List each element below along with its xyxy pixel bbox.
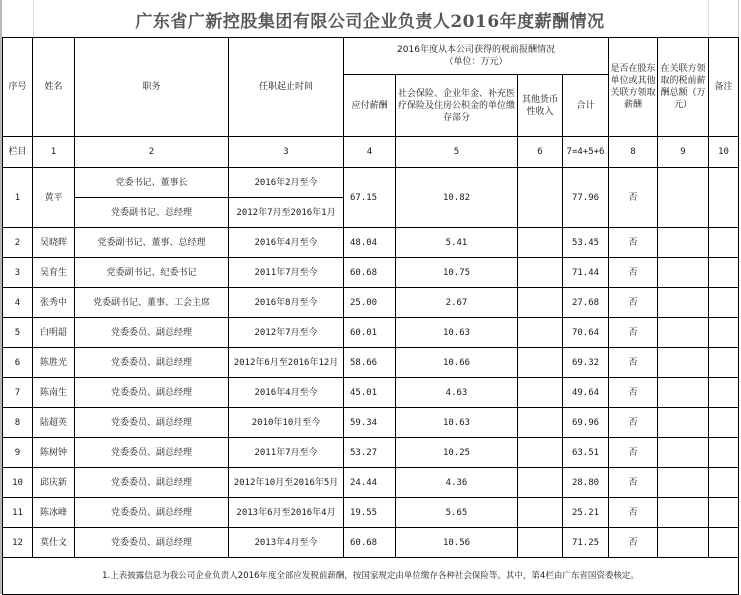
cell-social: 10.25 (396, 438, 518, 468)
cell-social: 10.75 (396, 258, 518, 288)
page-title: 广东省广新控股集团有限公司企业负责人2016年度薪酬情况 (135, 12, 605, 32)
cell-name: 邱庆新 (33, 468, 75, 498)
table-row (3, 168, 739, 198)
cell-seq: 8 (3, 408, 33, 438)
cell-name: 陈树钟 (33, 438, 75, 468)
cell-social: 5.65 (396, 498, 518, 528)
cell-payable: 60.68 (344, 258, 396, 288)
cell-related (658, 228, 709, 258)
cell-other (518, 288, 563, 318)
column-index: 5 (396, 137, 518, 168)
column-index: 7=4+5+6 (563, 137, 609, 168)
cell-shareholder: 否 (609, 408, 658, 438)
cell-position: 党委委员、副总经理 (75, 318, 229, 348)
title-area (2, 0, 738, 37)
cell-remark (709, 288, 739, 318)
cell-related (658, 378, 709, 408)
cell-name: 陈胜光 (33, 348, 75, 378)
cell-related (658, 318, 709, 348)
cell-other (518, 168, 563, 228)
cell-position: 党委书记、董事长 (75, 168, 229, 198)
cell-name: 吴晓晖 (33, 228, 75, 258)
header-group-line1: 2016年度从本公司获得的税前报酬情况 (397, 45, 555, 55)
column-index: 3 (229, 137, 344, 168)
header-other: 其他货币性收入 (518, 75, 563, 137)
table-row (3, 498, 739, 528)
cell-tenure: 2010年10月至今 (229, 408, 344, 438)
table-row (3, 378, 739, 408)
cell-other (518, 438, 563, 468)
cell-total: 77.96 (563, 168, 609, 228)
cell-social: 10.63 (396, 318, 518, 348)
cell-remark (709, 318, 739, 348)
cell-name: 陈南生 (33, 378, 75, 408)
cell-other (518, 528, 563, 558)
table-row (3, 468, 739, 498)
cell-total: 69.32 (563, 348, 609, 378)
cell-payable: 59.34 (344, 408, 396, 438)
cell-other (518, 498, 563, 528)
cell-position: 党委副书记、董事、总经理 (75, 228, 229, 258)
header-shareholder: 是否在股东单位或其他关联方领取薪酬 (609, 38, 658, 137)
column-index: 2 (75, 137, 229, 168)
cell-shareholder: 否 (609, 258, 658, 288)
cell-shareholder: 否 (609, 438, 658, 468)
cell-related (658, 348, 709, 378)
cell-payable: 45.01 (344, 378, 396, 408)
cell-related (658, 408, 709, 438)
cell-name: 陆超英 (33, 408, 75, 438)
cell-tenure: 2011年7月至今 (229, 438, 344, 468)
cell-seq: 5 (3, 318, 33, 348)
cell-seq: 2 (3, 228, 33, 258)
header-payable: 应付薪酬 (344, 75, 396, 137)
cell-payable: 67.15 (344, 168, 396, 228)
cell-related (658, 438, 709, 468)
cell-shareholder: 否 (609, 528, 658, 558)
cell-total: 28.80 (563, 468, 609, 498)
cell-payable: 60.68 (344, 528, 396, 558)
cell-other (518, 408, 563, 438)
cell-position: 党委委员、副总经理 (75, 408, 229, 438)
cell-name: 黄平 (33, 168, 75, 228)
cell-related (658, 168, 709, 228)
table-row (3, 228, 739, 258)
table-row (3, 258, 739, 288)
cell-tenure: 2016年8月至今 (229, 288, 344, 318)
cell-payable: 53.27 (344, 438, 396, 468)
cell-remark (709, 258, 739, 288)
cell-total: 27.68 (563, 288, 609, 318)
cell-social: 10.56 (396, 528, 518, 558)
cell-shareholder: 否 (609, 318, 658, 348)
header-tenure: 任职起止时间 (229, 38, 344, 137)
cell-related (658, 288, 709, 318)
header-related: 在关联方领取的税前薪酬总额（万元） (658, 38, 709, 137)
cell-tenure: 2013年4月至今 (229, 528, 344, 558)
cell-shareholder: 否 (609, 168, 658, 228)
cell-name: 陈冰峰 (33, 498, 75, 528)
cell-shareholder: 否 (609, 378, 658, 408)
cell-name: 吴育生 (33, 258, 75, 288)
cell-payable: 60.01 (344, 318, 396, 348)
cell-position: 党委副书记、纪委书记 (75, 258, 229, 288)
cell-related (658, 468, 709, 498)
cell-shareholder: 否 (609, 228, 658, 258)
cell-other (518, 228, 563, 258)
footnote-row (3, 558, 739, 595)
cell-related (658, 498, 709, 528)
table-row (3, 528, 739, 558)
cell-remark (709, 228, 739, 258)
header-total: 合计 (563, 75, 609, 137)
cell-total: 53.45 (563, 228, 609, 258)
column-index: 6 (518, 137, 563, 168)
cell-tenure: 2013年6月至2016年4月 (229, 498, 344, 528)
cell-tenure: 2012年7月至2016年1月 (229, 198, 344, 228)
cell-position: 党委委员、副总经理 (75, 348, 229, 378)
column-index: 10 (709, 137, 739, 168)
cell-payable: 25.00 (344, 288, 396, 318)
cell-social: 4.63 (396, 378, 518, 408)
table-row (3, 318, 739, 348)
column-index: 9 (658, 137, 709, 168)
cell-total: 49.64 (563, 378, 609, 408)
cell-position: 党委副书记、总经理 (75, 198, 229, 228)
header-seq: 序号 (3, 38, 33, 137)
cell-related (658, 528, 709, 558)
cell-payable: 19.55 (344, 498, 396, 528)
cell-social: 10.66 (396, 348, 518, 378)
cell-social: 4.36 (396, 468, 518, 498)
cell-total: 63.51 (563, 438, 609, 468)
header-group-line2: （单位：万元） (444, 57, 508, 67)
cell-seq: 10 (3, 468, 33, 498)
cell-social: 10.82 (396, 168, 518, 228)
cell-tenure: 2016年2月至今 (229, 168, 344, 198)
header-name: 姓名 (33, 38, 75, 137)
table-row (3, 288, 739, 318)
cell-social: 5.41 (396, 228, 518, 258)
cell-total: 25.21 (563, 498, 609, 528)
column-index-label: 栏目 (3, 137, 33, 168)
cell-name: 莫仕文 (33, 528, 75, 558)
table-row (3, 348, 739, 378)
cell-seq: 3 (3, 258, 33, 288)
cell-payable: 58.66 (344, 348, 396, 378)
cell-social: 2.67 (396, 288, 518, 318)
header-position: 职务 (75, 38, 229, 137)
table-row (3, 408, 739, 438)
column-index: 1 (33, 137, 75, 168)
salary-table (2, 37, 739, 595)
cell-name: 白明韶 (33, 318, 75, 348)
cell-other (518, 258, 563, 288)
cell-seq: 1 (3, 168, 33, 228)
cell-shareholder: 否 (609, 498, 658, 528)
cell-shareholder: 否 (609, 348, 658, 378)
cell-position: 党委委员、副总经理 (75, 378, 229, 408)
cell-other (518, 318, 563, 348)
cell-related (658, 258, 709, 288)
cell-total: 70.64 (563, 318, 609, 348)
cell-other (518, 348, 563, 378)
cell-seq: 7 (3, 378, 33, 408)
cell-tenure: 2016年4月至今 (229, 378, 344, 408)
column-index: 4 (344, 137, 396, 168)
cell-seq: 11 (3, 498, 33, 528)
cell-total: 71.25 (563, 528, 609, 558)
cell-payable: 24.44 (344, 468, 396, 498)
column-index-row (3, 137, 739, 168)
cell-payable: 48.04 (344, 228, 396, 258)
cell-position: 党委委员、副总经理 (75, 468, 229, 498)
cell-position: 党委副书记、董事、工会主席 (75, 288, 229, 318)
cell-remark (709, 378, 739, 408)
header-row-1 (3, 38, 739, 75)
cell-remark (709, 168, 739, 228)
cell-remark (709, 438, 739, 468)
cell-position: 党委委员、副总经理 (75, 498, 229, 528)
cell-remark (709, 528, 739, 558)
cell-tenure: 2016年4月至今 (229, 228, 344, 258)
cell-seq: 9 (3, 438, 33, 468)
cell-remark (709, 468, 739, 498)
footnote: 1.上表披露信息为我公司企业负责人2016年度全部应发税前薪酬，按国家规定由单位缴存各种社会保险等。其中，第4栏由广东省国资委核定。 (3, 558, 739, 595)
cell-social: 10.63 (396, 408, 518, 438)
cell-shareholder: 否 (609, 288, 658, 318)
cell-name: 张秀中 (33, 288, 75, 318)
table-row (3, 438, 739, 468)
column-index: 8 (609, 137, 658, 168)
cell-other (518, 378, 563, 408)
cell-remark (709, 408, 739, 438)
cell-position: 党委委员、副总经理 (75, 438, 229, 468)
cell-seq: 12 (3, 528, 33, 558)
cell-total: 71.44 (563, 258, 609, 288)
cell-other (518, 468, 563, 498)
cell-remark (709, 498, 739, 528)
header-social: 社会保险、企业年金、补充医疗保险及住房公积金的单位缴存部分 (396, 75, 518, 137)
header-remark: 备注 (709, 38, 739, 137)
cell-total: 69.96 (563, 408, 609, 438)
cell-remark (709, 348, 739, 378)
cell-tenure: 2011年7月至今 (229, 258, 344, 288)
cell-position: 党委委员、副总经理 (75, 528, 229, 558)
header-group (344, 38, 609, 75)
cell-tenure: 2012年10月至2016年5月 (229, 468, 344, 498)
cell-tenure: 2012年7月至今 (229, 318, 344, 348)
cell-seq: 6 (3, 348, 33, 378)
cell-shareholder: 否 (609, 468, 658, 498)
cell-tenure: 2012年6月至2016年12月 (229, 348, 344, 378)
cell-seq: 4 (3, 288, 33, 318)
